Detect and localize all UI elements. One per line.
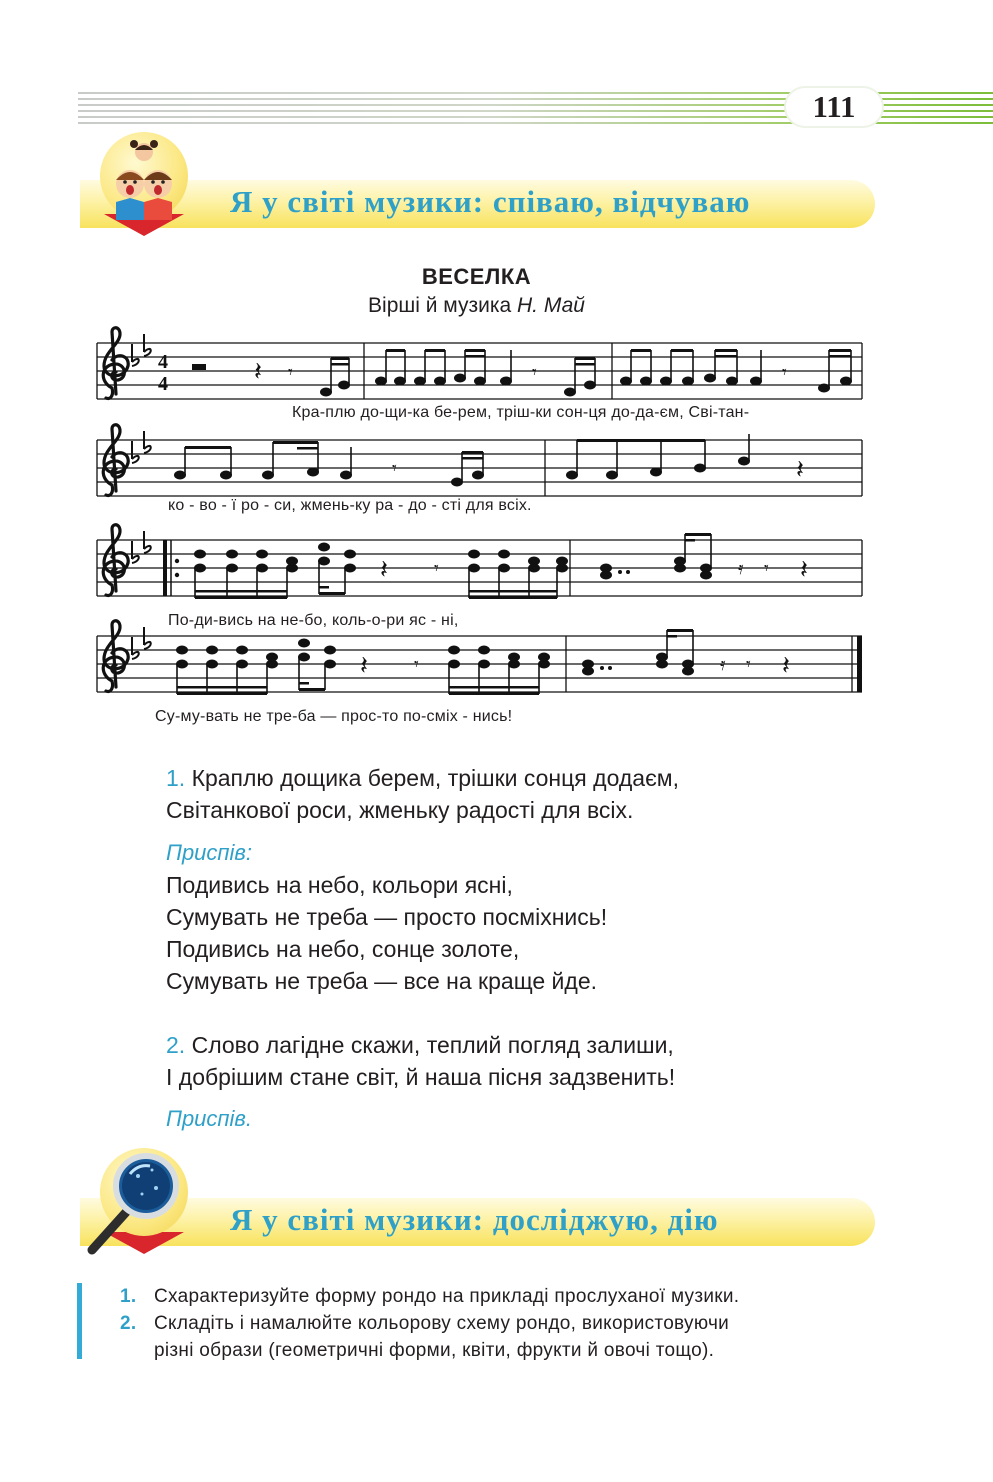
verse-2-line-1: Слово лагідне скажи, теплий погляд залиши, (191, 1032, 674, 1058)
task-2-continued: різні образи (геометричні форми, квіти, фрукти й овочі тощо). (154, 1340, 715, 1361)
svg-text:𝄾: 𝄾 (434, 558, 439, 579)
section-title-1: Я у світі музики: співаю, відчуваю (230, 184, 751, 219)
svg-text:𝄽: 𝄽 (782, 651, 790, 681)
page-number: 111 (786, 88, 882, 126)
staff-lyrics-3: По-ди-вись на не-бо, коль-о-ри яс - ні, (168, 612, 459, 629)
svg-text:𝄾: 𝄾 (782, 362, 787, 383)
task-2-line-1: Складіть і намалюйте кольорову схему рондо, використовуючи (154, 1313, 730, 1334)
chorus-line-4: Сумувать не треба — все на краще йде. (166, 968, 598, 994)
song-author: Н. Май (517, 294, 585, 317)
svg-text:𝄾: 𝄾 (532, 362, 537, 383)
section-title-2: Я у світі музики: досліджую, дію (230, 1202, 719, 1237)
verse-2-line-2: І добрішим стане світ, й наша пісня задзвенить! (166, 1064, 676, 1090)
chorus-line-1: Подивись на небо, кольори ясні, (166, 872, 513, 898)
svg-text:𝄾: 𝄾 (392, 458, 397, 479)
verse-2 (166, 1029, 675, 1093)
chorus-label: Приспів: (166, 840, 253, 865)
chorus-line-2: Сумувать не треба — просто посміхнись! (166, 904, 608, 930)
svg-text:4: 4 (158, 351, 168, 373)
chorus-repeat: Приспів. (166, 1106, 253, 1131)
task-number-1: 1. (120, 1286, 137, 1307)
svg-text:𝄽: 𝄽 (254, 357, 262, 387)
staff-4 (97, 621, 862, 695)
staff-lyrics-2: ко - во - ї ро - си, жмень-ку ра - до - сті для всіх. (168, 497, 532, 514)
verse-number-1: 1. (166, 765, 186, 791)
staff-lyrics-1: Кра-плю до-щи-ка бе-рем, тріш-ки сон-ця до-да-єм, Сві-тан- (292, 404, 750, 421)
task-1 (120, 1283, 739, 1310)
svg-text:𝄾: 𝄾 (746, 654, 751, 675)
svg-text:𝄽: 𝄽 (800, 555, 808, 585)
task-number-2: 2. (120, 1313, 137, 1334)
staff-3 (97, 525, 862, 599)
music-score (0, 0, 993, 740)
svg-text:𝄽: 𝄽 (796, 455, 804, 485)
chorus (166, 869, 607, 997)
verse-1-line-2: Світанкової роси, жменьку радості для всіх. (166, 797, 634, 823)
verse-number-2: 2. (166, 1032, 186, 1058)
svg-text:𝄿: 𝄿 (738, 558, 744, 579)
song-title: ВЕСЕЛКА (421, 264, 532, 289)
svg-text:𝄾: 𝄾 (764, 558, 769, 579)
staff-2 (97, 425, 862, 496)
magnifier-icon (100, 1148, 188, 1236)
svg-text:𝄿: 𝄿 (720, 654, 726, 675)
tasks-accent-bar (77, 1283, 82, 1359)
svg-text:4: 4 (158, 373, 168, 395)
svg-text:𝄽: 𝄽 (380, 555, 388, 585)
staff-1 (97, 328, 862, 399)
task-1-line-1: Схарактеризуйте форму рондо на прикладі прослуханої музики. (154, 1286, 740, 1307)
task-2 (120, 1310, 729, 1337)
verse-1-line-1: Краплю дощика берем, трішки сонця додаєм, (191, 765, 680, 791)
svg-text:𝄾: 𝄾 (288, 362, 293, 383)
section-banner-2 (80, 1198, 875, 1246)
svg-text:𝄽: 𝄽 (360, 651, 368, 681)
staff-lyrics-4: Су-му-вать не тре-ба — прос-то по-сміх - нись! (155, 708, 513, 725)
svg-text:𝄾: 𝄾 (414, 654, 419, 675)
chorus-line-3: Подивись на небо, сонце золоте, (166, 936, 520, 962)
credits-prefix: Вірші й музика (368, 294, 512, 317)
verse-1 (166, 762, 679, 826)
